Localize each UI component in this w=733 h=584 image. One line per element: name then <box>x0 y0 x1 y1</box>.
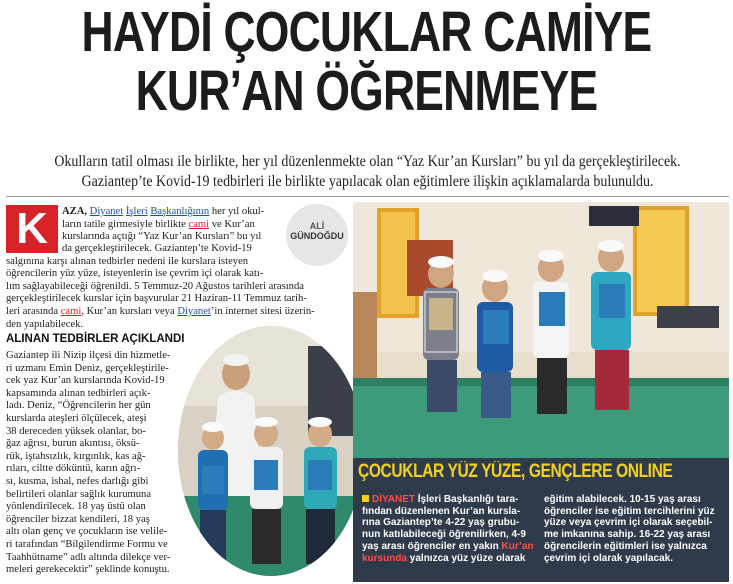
lead-text: AZA, <box>62 206 90 217</box>
caption-line <box>362 541 534 553</box>
lead-text: , Kur’an kursları veya <box>81 305 178 317</box>
body-paragraph <box>6 350 170 577</box>
body-line: Taahhütname” adlı altında dilekçe ver- <box>6 551 171 563</box>
headline-line-1: HAYDİ ÇOCUKLAR CAMİYE <box>81 0 652 64</box>
link-cami-2[interactable]: cami <box>60 305 82 317</box>
body-line: öğrenciler bizzat kendileri, 18 yaş <box>6 513 150 525</box>
divider <box>6 196 729 197</box>
link-isleri[interactable]: İşleri <box>125 206 148 217</box>
body-line: meleri gerekecektir” şeklinde konuştu. <box>6 564 170 576</box>
caption-line <box>362 553 534 565</box>
lead-line: gerçekleştirilecek kurslar için başvurular 21 Haziran-11 Temmuz tarih- <box>6 293 307 305</box>
lead-paragraph-top <box>62 206 264 244</box>
spot-line-2: Gaziantep’te Kovid-19 tedbirleri ile birlikte yapılacak olan eğitimlere ilişkin açıklamalarda bulunuldu. <box>81 173 654 190</box>
headline <box>81 0 653 123</box>
lead-text: her yıl okul- <box>209 206 265 217</box>
caption-line: öğrencilerin eğitimleri ise yalnızca <box>544 540 707 552</box>
caption-line: rına Gaziantep’te 4-22 yaş grubu- <box>362 517 520 529</box>
caption-keyword: DİYANET <box>372 494 415 505</box>
lead-line: da gerçekleştirilecek. Gaziantep’te Kovid-19 <box>62 243 252 254</box>
author-first-name: ALİ <box>309 221 325 231</box>
body-line: cek yaz Kur’an kurslarında Kovid-19 <box>6 375 165 387</box>
body-line: ri uzmanı Emin Deniz, gerçekleştirile- <box>6 362 169 374</box>
lead-text: ’in internet sitesi üzerin- <box>210 305 315 317</box>
caption-text-left <box>362 494 534 564</box>
caption-line: fından düzenlenen Kur’an kursla- <box>362 505 521 517</box>
main-photo-illustration <box>353 202 729 458</box>
link-kuran[interactable]: Kur’an <box>501 540 534 552</box>
lead-text: ve Kur’an <box>209 218 255 230</box>
caption-line: çevrim içi olarak yapılacak. <box>544 552 673 564</box>
caption-text: yalnızca yüz yüze olarak <box>407 552 526 564</box>
lead-paragraph-bottom <box>6 243 315 331</box>
spot-line-1: Okulların tatil olması ile birlikte, her yıl düzenlenmekte olan “Yaz Kur’an Kursları” bu yıl da gerçekleştirilecek. <box>54 153 681 170</box>
lead-line <box>6 306 315 319</box>
headline-line-2: KUR’AN ÖĞRENMEYE <box>135 59 598 123</box>
caption-text: yaş arası öğrenciler en yakın <box>362 540 502 552</box>
caption-text: İşleri Başkanlığı tara- <box>414 494 519 505</box>
body-line: ğaz ağrısı, burun akıntısı, öksü- <box>6 438 140 450</box>
body-line: kapsamında alınan tedbirleri açık- <box>6 387 151 399</box>
body-line: altı olan genç ve çocukların ise velile- <box>6 526 168 538</box>
caption-line: me imkanına sahip. 16-22 yaş arası <box>544 529 711 541</box>
lead-line: salgınına karşı alınan tedbirler nedeni ile kurslara isteyen <box>6 255 249 267</box>
lead-line: den yapılabilecek. <box>6 318 84 330</box>
link-cami[interactable]: cami <box>188 218 210 230</box>
logo-letter: K <box>16 204 48 253</box>
caption-line: yüze veya çevrim içi olarak seçebil- <box>544 517 713 529</box>
body-line: rıları, ciltte döküntü, karın ağrı- <box>6 463 141 475</box>
caption-line: öğrenciler ise eğitim tercihlerini yüz <box>544 505 715 517</box>
lead-line <box>62 219 264 232</box>
lead-line: lım sağlayabileceği öğrenildi. 5 Temmuz-20 Ağustos tarihleri arasında <box>6 280 304 292</box>
link-diyanet[interactable]: Diyanet <box>89 206 124 217</box>
lead-line: öğrencilerin yüz yüze, isteyenlerin ise çevrim içi olarak katı- <box>6 268 264 280</box>
link-baskanligi[interactable]: Başkanlığının <box>150 206 210 217</box>
body-line: belirtileri olanlar sağlık kurumuna <box>6 488 152 500</box>
author-last-name: GÜNDOĞDU <box>290 231 344 241</box>
inset-photo-illustration <box>178 326 366 578</box>
body-line: Gaziantep ili Nizip ilçesi din hizmetle- <box>6 350 171 361</box>
body-line: rük, iştahsızlık, kırgınlık, kas ağ- <box>6 450 146 462</box>
author-badge <box>286 204 348 266</box>
body-line: kurslarda ateşleri ölçülecek, ateşi <box>6 412 147 424</box>
lead-line <box>62 206 264 219</box>
main-photo <box>353 202 729 458</box>
body-line: ri tarafından “Bilgilendirme Formu ve <box>6 538 168 550</box>
caption-text-right <box>544 494 715 564</box>
spot-text <box>6 152 729 192</box>
body-line: yönlendirilecek. 18 yaş üstü olan <box>6 501 146 513</box>
body-line: sı, kusma, ishal, nefes darlığı gibi <box>6 475 149 487</box>
lead-text: leri arasında <box>6 305 61 317</box>
caption-line: nun katılabileceği öğrenilirken, 4-9 <box>362 529 526 541</box>
link-diyanet-2[interactable]: Diyanet <box>177 305 211 317</box>
section-subhead: ALINAN TEDBİRLER AÇIKLANDI <box>6 333 185 345</box>
caption-line: eğitim alabilecek. 10-15 yaş arası <box>544 494 701 505</box>
lead-line: kurslarında açtığı “Yaz Kur’an Kursları” bu yıl <box>62 231 262 243</box>
bullet-square-icon <box>362 495 369 502</box>
body-line: ladı. Deniz, “Öğrencilerin her gün <box>6 400 151 412</box>
caption-line <box>362 494 534 506</box>
inset-photo <box>176 324 366 578</box>
body-line: 38 dereceden yüksek olanlar, bo- <box>6 425 146 437</box>
lead-text: ların tatile girmesiyle birlikte <box>62 218 189 230</box>
link-kursunda[interactable]: kursunda <box>362 552 408 564</box>
caption-title: ÇOCUKLAR YÜZ YÜZE, GENÇLERE ONLINE <box>358 461 673 482</box>
